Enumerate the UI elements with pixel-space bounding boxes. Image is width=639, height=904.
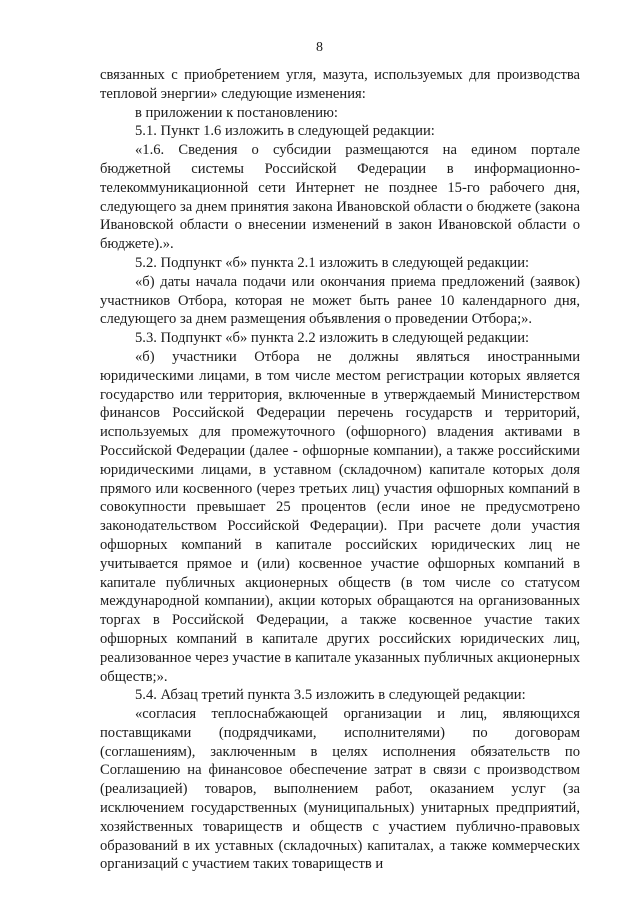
page-number: 8	[316, 40, 323, 55]
paragraph-subitem-b-2-2-text: «б) участники Отбора не должны являться иностранными юридическими лицами, в том числе местом регистрации которых является государство или территория, включенные в утверждаемый Министерством финансов Российской Федерации перечень государств и территорий, используемых для промежуточного (офшорного) владения активами в Российской Федерации (далее - офшорные компании), а также российскими юридическими лицами, в уставном (складочном) капитале которых доля прямого или косвенного (через третьих лиц) участия офшорных компаний в совокупности превышает 25 процентов (если иное не предусмотрено законодательством Российской Федерации). При расчете доли участия офшорных компаний в капитале российских юридических лиц не учитывается прямое и (или) косвенное участие офшорных компаний в капитале публичных акционерных обществ (в том числе со статусом международной компании), акции которых обращаются на организованных торгах в Российской Федерации, а также косвенное участие таких офшорных компаний в капитале других российских юридических лиц, реализованное через участие в капитале указанных публичных акционерных обществ;».	[100, 348, 580, 685]
paragraph-item-5-4: 5.4. Абзац третий пункта 3.5 изложить в следующей редакции:	[135, 687, 526, 704]
paragraph-item-5-3: 5.3. Подпункт «б» пункта 2.2 изложить в следующей редакции:	[135, 330, 530, 347]
paragraph-continuation: связанных с приобретением угля, мазута, используемых для производства тепловой энергии» следующие изменения:	[100, 67, 580, 102]
paragraph-item-5-2: 5.2. Подпункт «б» пункта 2.1 изложить в следующей редакции:	[135, 254, 530, 271]
paragraph-item-1-6-text: «1.6. Сведения о субсидии размещаются на едином портале бюджетной системы Российской Федерации в информационно-телекоммуникационной сети Интернет не позднее 15-го рабочего дня, следующего за днем принятия закона Ивановской области о бюджете (закона Ивановской области о внесении изменений в закон Ивановской области о бюджете).».	[100, 142, 580, 253]
paragraph-appendix-intro: в приложении к постановлению:	[135, 104, 338, 121]
paragraph-subitem-b-2-1-text: «б) даты начала подачи или окончания приема предложений (заявок) участников Отбора, которая не может быть ранее 10 календарного дня, следующего за днем размещения объявления о проведении Отбора;».	[100, 273, 580, 328]
paragraph-item-5-1: 5.1. Пункт 1.6 изложить в следующей редакции:	[135, 123, 435, 140]
document-body	[100, 66, 580, 874]
paragraph-item-3-5-text: «согласия теплоснабжающей организации и лиц, являющихся поставщиками (подрядчиками, исполнителями) по договорам (соглашениям), заключенным в целях исполнения обязательств по Соглашению на финансовое обеспечение затрат в связи с производством (реализацией) товаров, выполнением работ, оказанием услуг (за исключением государственных (муниципальных) унитарных предприятий, хозяйственных товариществ и обществ с участием публично-правовых образований в их уставных (складочных) капиталах, а также коммерческих организаций с участием таких товариществ и	[100, 706, 580, 873]
